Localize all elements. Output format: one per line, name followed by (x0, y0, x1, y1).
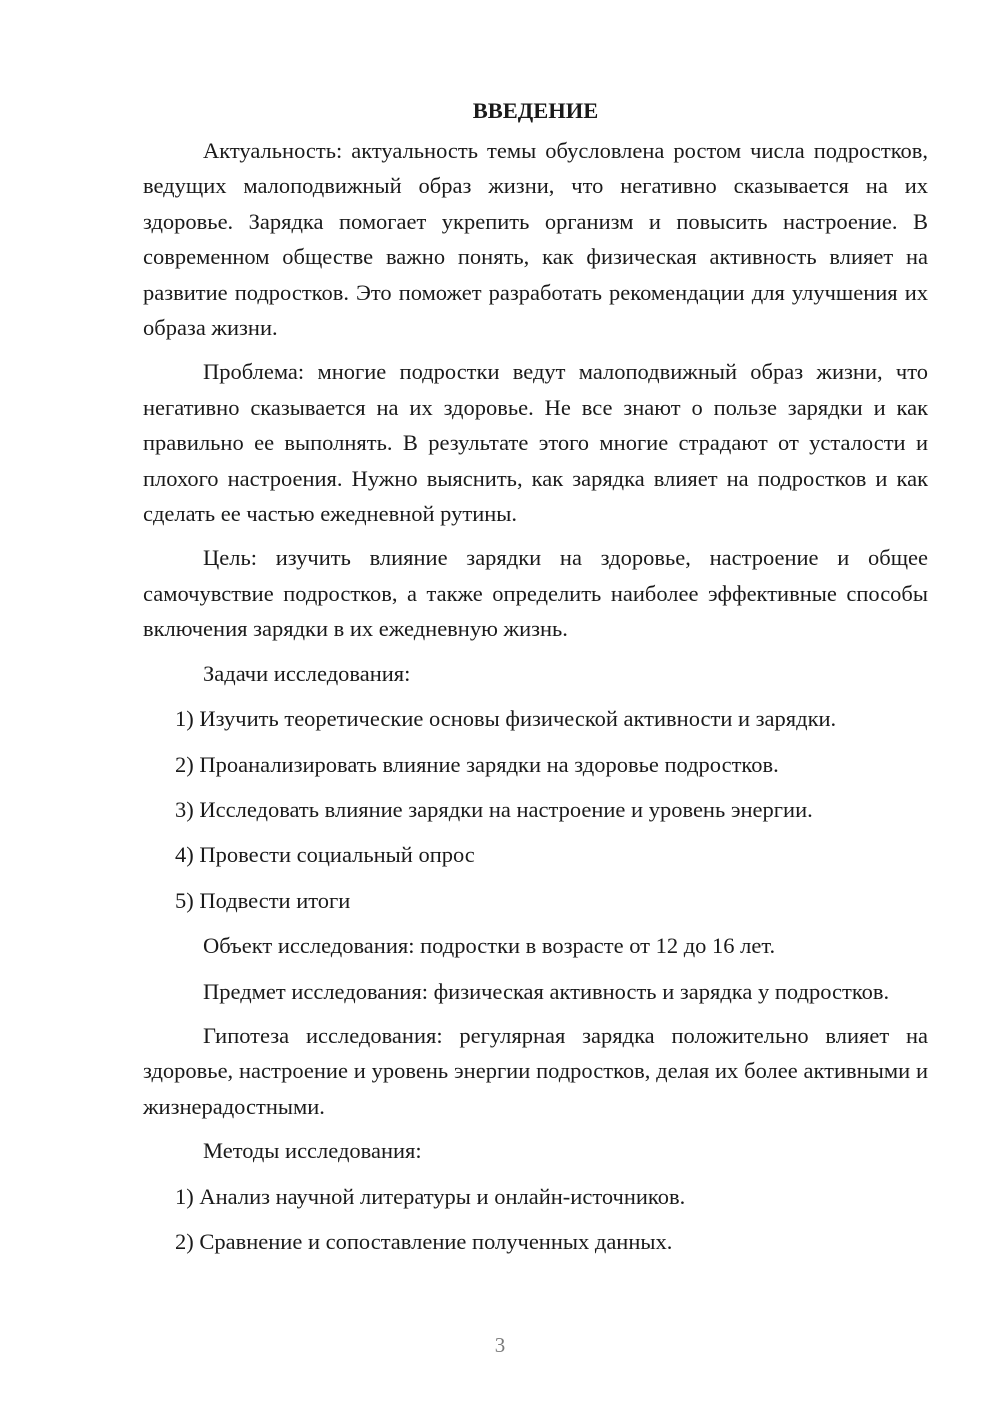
list-item: 5) Подвести итоги (175, 887, 351, 913)
problem-paragraph: Проблема: многие подростки ведут малоподвижный образ жизни, что негативно сказывается на их здоровье. Не все знают о пользе зарядки и как правильно ее выполнять. В результате этого многие страдают от усталости и плохого настроения. Нужно выяснить, как зарядка влияет на подростков и как сделать ее частью ежедневной рутины. (143, 359, 928, 527)
page-title: ВВЕДЕНИЕ (472, 98, 599, 123)
tasks-list (143, 701, 928, 918)
list-item: 3) Исследовать влияние зарядки на настроение и уровень энергии. (175, 796, 813, 822)
subject-paragraph: Предмет исследования: физическая активность и зарядка у подростков. (203, 978, 890, 1004)
document-body (143, 96, 928, 1269)
goal-paragraph: Цель: изучить влияние зарядки на здоровье, настроение и общее самочувствие подростков, а также определить наиболее эффективные способы включения зарядки в их ежедневную жизнь. (143, 545, 928, 642)
list-item: 2) Сравнение и сопоставление полученных данных. (175, 1228, 673, 1254)
object-paragraph: Объект исследования: подростки в возрасте от 12 до 16 лет. (203, 933, 776, 959)
hypothesis-paragraph: Гипотеза исследования: регулярная зарядка положительно влияет на здоровье, настроение и уровень энергии подростков, делая их более активными и жизнерадостными. (143, 1022, 928, 1119)
list-item: 1) Анализ научной литературы и онлайн-источников. (175, 1183, 686, 1209)
tasks-heading: Задачи исследования: (203, 660, 411, 686)
methods-list (143, 1179, 928, 1260)
list-item: 1) Изучить теоретические основы физической активности и зарядки. (175, 706, 837, 732)
list-item: 2) Проанализировать влияние зарядки на здоровье подростков. (175, 751, 779, 777)
relevance-paragraph: Актуальность: актуальность темы обусловлена ростом числа подростков, ведущих малоподвижный образ жизни, что негативно сказывается на их здоровье. Зарядка помогает укрепить организм и повысить настроение. В современном обществе важно понять, как физическая активность влияет на развитие подростков. Это поможет разработать рекомендации для улучшения их образа жизни. (143, 138, 928, 341)
page-number: 3 (494, 1333, 506, 1357)
methods-heading: Методы исследования: (203, 1138, 422, 1164)
list-item: 4) Провести социальный опрос (175, 842, 475, 868)
